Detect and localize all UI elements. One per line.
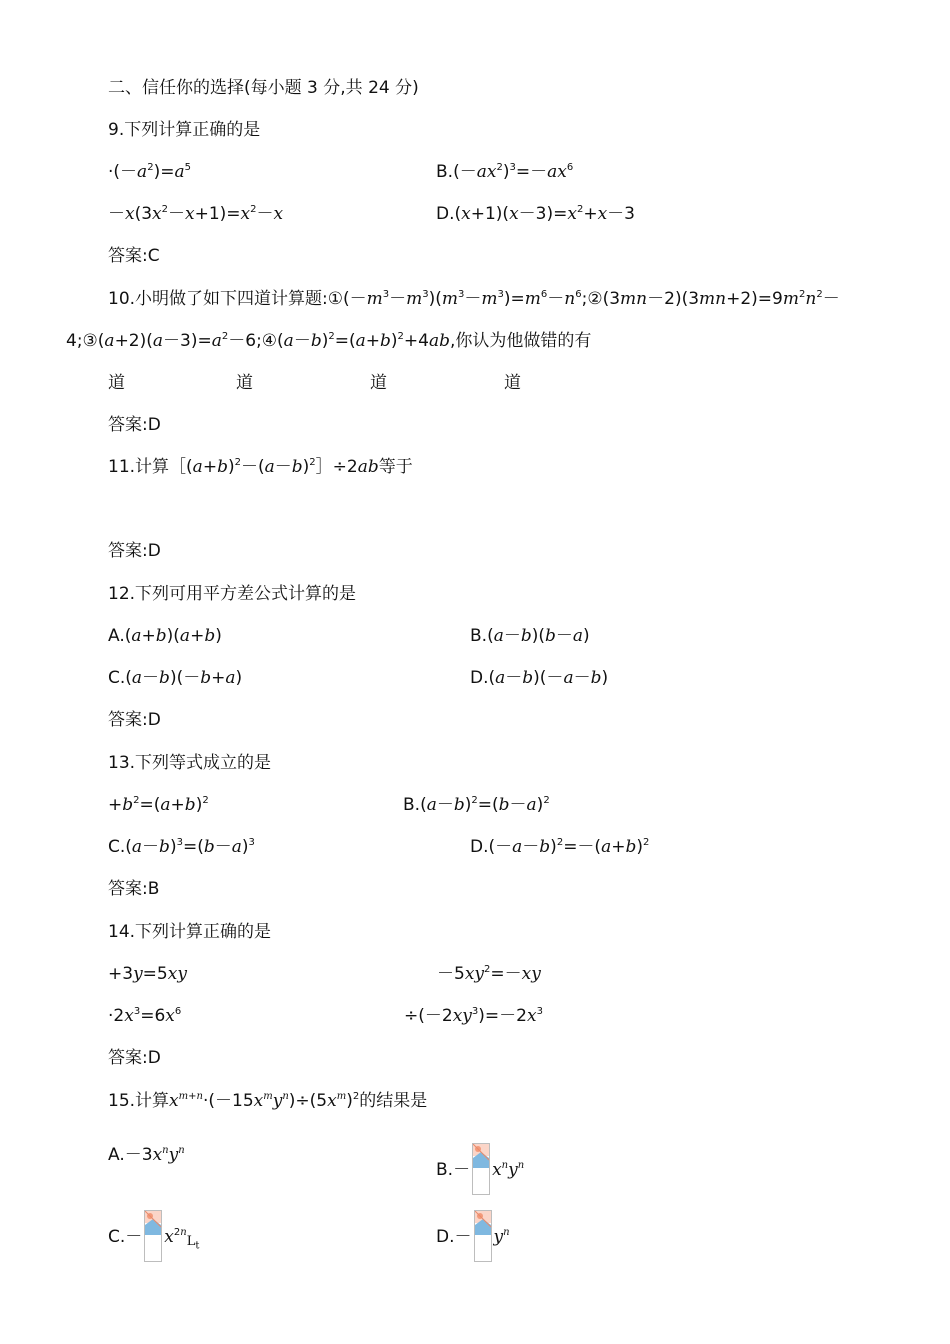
q13-stem: 13.下列等式成立的是 <box>108 753 272 773</box>
q13-answer: 答案:B <box>108 879 160 899</box>
q14-option-d: $\div(-2xy^3)=-2x^3$ <box>404 1006 543 1026</box>
q14-option-b: $-5xy^2=-xy$ <box>437 964 541 984</box>
q12-option-c: C.(a－b)(－b+a) <box>108 668 243 688</box>
q14-stem: 14.下列计算正确的是 <box>108 922 272 942</box>
q15-option-c: C.－ $x^{2n}L_t$ <box>108 1210 199 1234</box>
q10-option-d: 道 <box>504 373 521 393</box>
q12-stem: 12.下列可用平方差公式计算的是 <box>108 584 357 604</box>
q12-option-a: A.(a+b)(a+b) <box>108 626 222 646</box>
q10-option-a: 道 <box>108 373 125 393</box>
q14-answer: 答案:D <box>108 1048 161 1068</box>
q13-option-c: $C.(a-b)^3=(b-a)^3$ <box>108 837 255 857</box>
q10-stem-line1: 10.小明做了如下四道计算题$:①(-m^3-m^3)(m^3-m^3)=m^6-n^6;②(3mn-2)(3mn+2)=9m^2n^2-$ <box>108 289 840 309</box>
q13-option-d: $D.(-a-b)^2=-(a+b)^2$ <box>470 837 650 857</box>
fraction-image-placeholder <box>474 1210 492 1262</box>
q14-option-c: $\cdot 2x^3=6x^6$ <box>108 1006 182 1026</box>
section-title: 二、信任你的选择(每小题 3 分,共 24 分) <box>108 78 419 98</box>
q11-stem: 11.计算$[(a+b)^2-(a-b)^2]\div 2ab$等于 <box>108 457 413 477</box>
q12-answer: 答案:D <box>108 710 161 730</box>
q14-option-a: +3y=5xy <box>108 964 187 984</box>
fraction-image-placeholder <box>472 1143 490 1195</box>
q10-option-b: 道 <box>236 373 253 393</box>
q9-option-d: $D.(x+1)(x-3)=x^2+x-3$ <box>436 204 635 224</box>
q9-option-b: $B.(-ax^2)^3=-ax^6$ <box>436 162 574 182</box>
q9-option-c: $-x(3x^2-x+1)=x^2-x$ <box>108 204 284 224</box>
q15-option-a: $A.-3x^ny^n$ <box>108 1145 185 1165</box>
q9-option-a: $\cdot(-a^2)=a^5$ <box>108 162 191 182</box>
q13-option-b: $B.(a-b)^2=(b-a)^2$ <box>403 795 550 815</box>
q10-answer: 答案:D <box>108 415 161 435</box>
q10-stem-line2: $4;③(a+2)(a-3)=a^2-6;④(a-b)^2=(a+b)^2+4ab$,你认为他做错的有 <box>66 331 592 351</box>
q15-option-b: B.－ $x^ny^n$ <box>436 1143 524 1167</box>
q11-answer: 答案:D <box>108 541 161 561</box>
q13-option-a: $+b^2=(a+b)^2$ <box>108 795 209 815</box>
q12-option-d: D.(a－b)(－a－b) <box>470 668 609 688</box>
q15-stem: 15.计算$x^{m+n}\cdot(-15x^my^n)\div(5x^m)^2$的结果是 <box>108 1091 428 1111</box>
q10-option-c: 道 <box>370 373 387 393</box>
q9-answer: 答案:C <box>108 246 160 266</box>
q9-stem: 9.下列计算正确的是 <box>108 120 261 140</box>
q12-option-b: B.(a－b)(b－a) <box>470 626 590 646</box>
fraction-image-placeholder <box>144 1210 162 1262</box>
q15-option-d: D.－ $y^n$ <box>436 1210 510 1234</box>
